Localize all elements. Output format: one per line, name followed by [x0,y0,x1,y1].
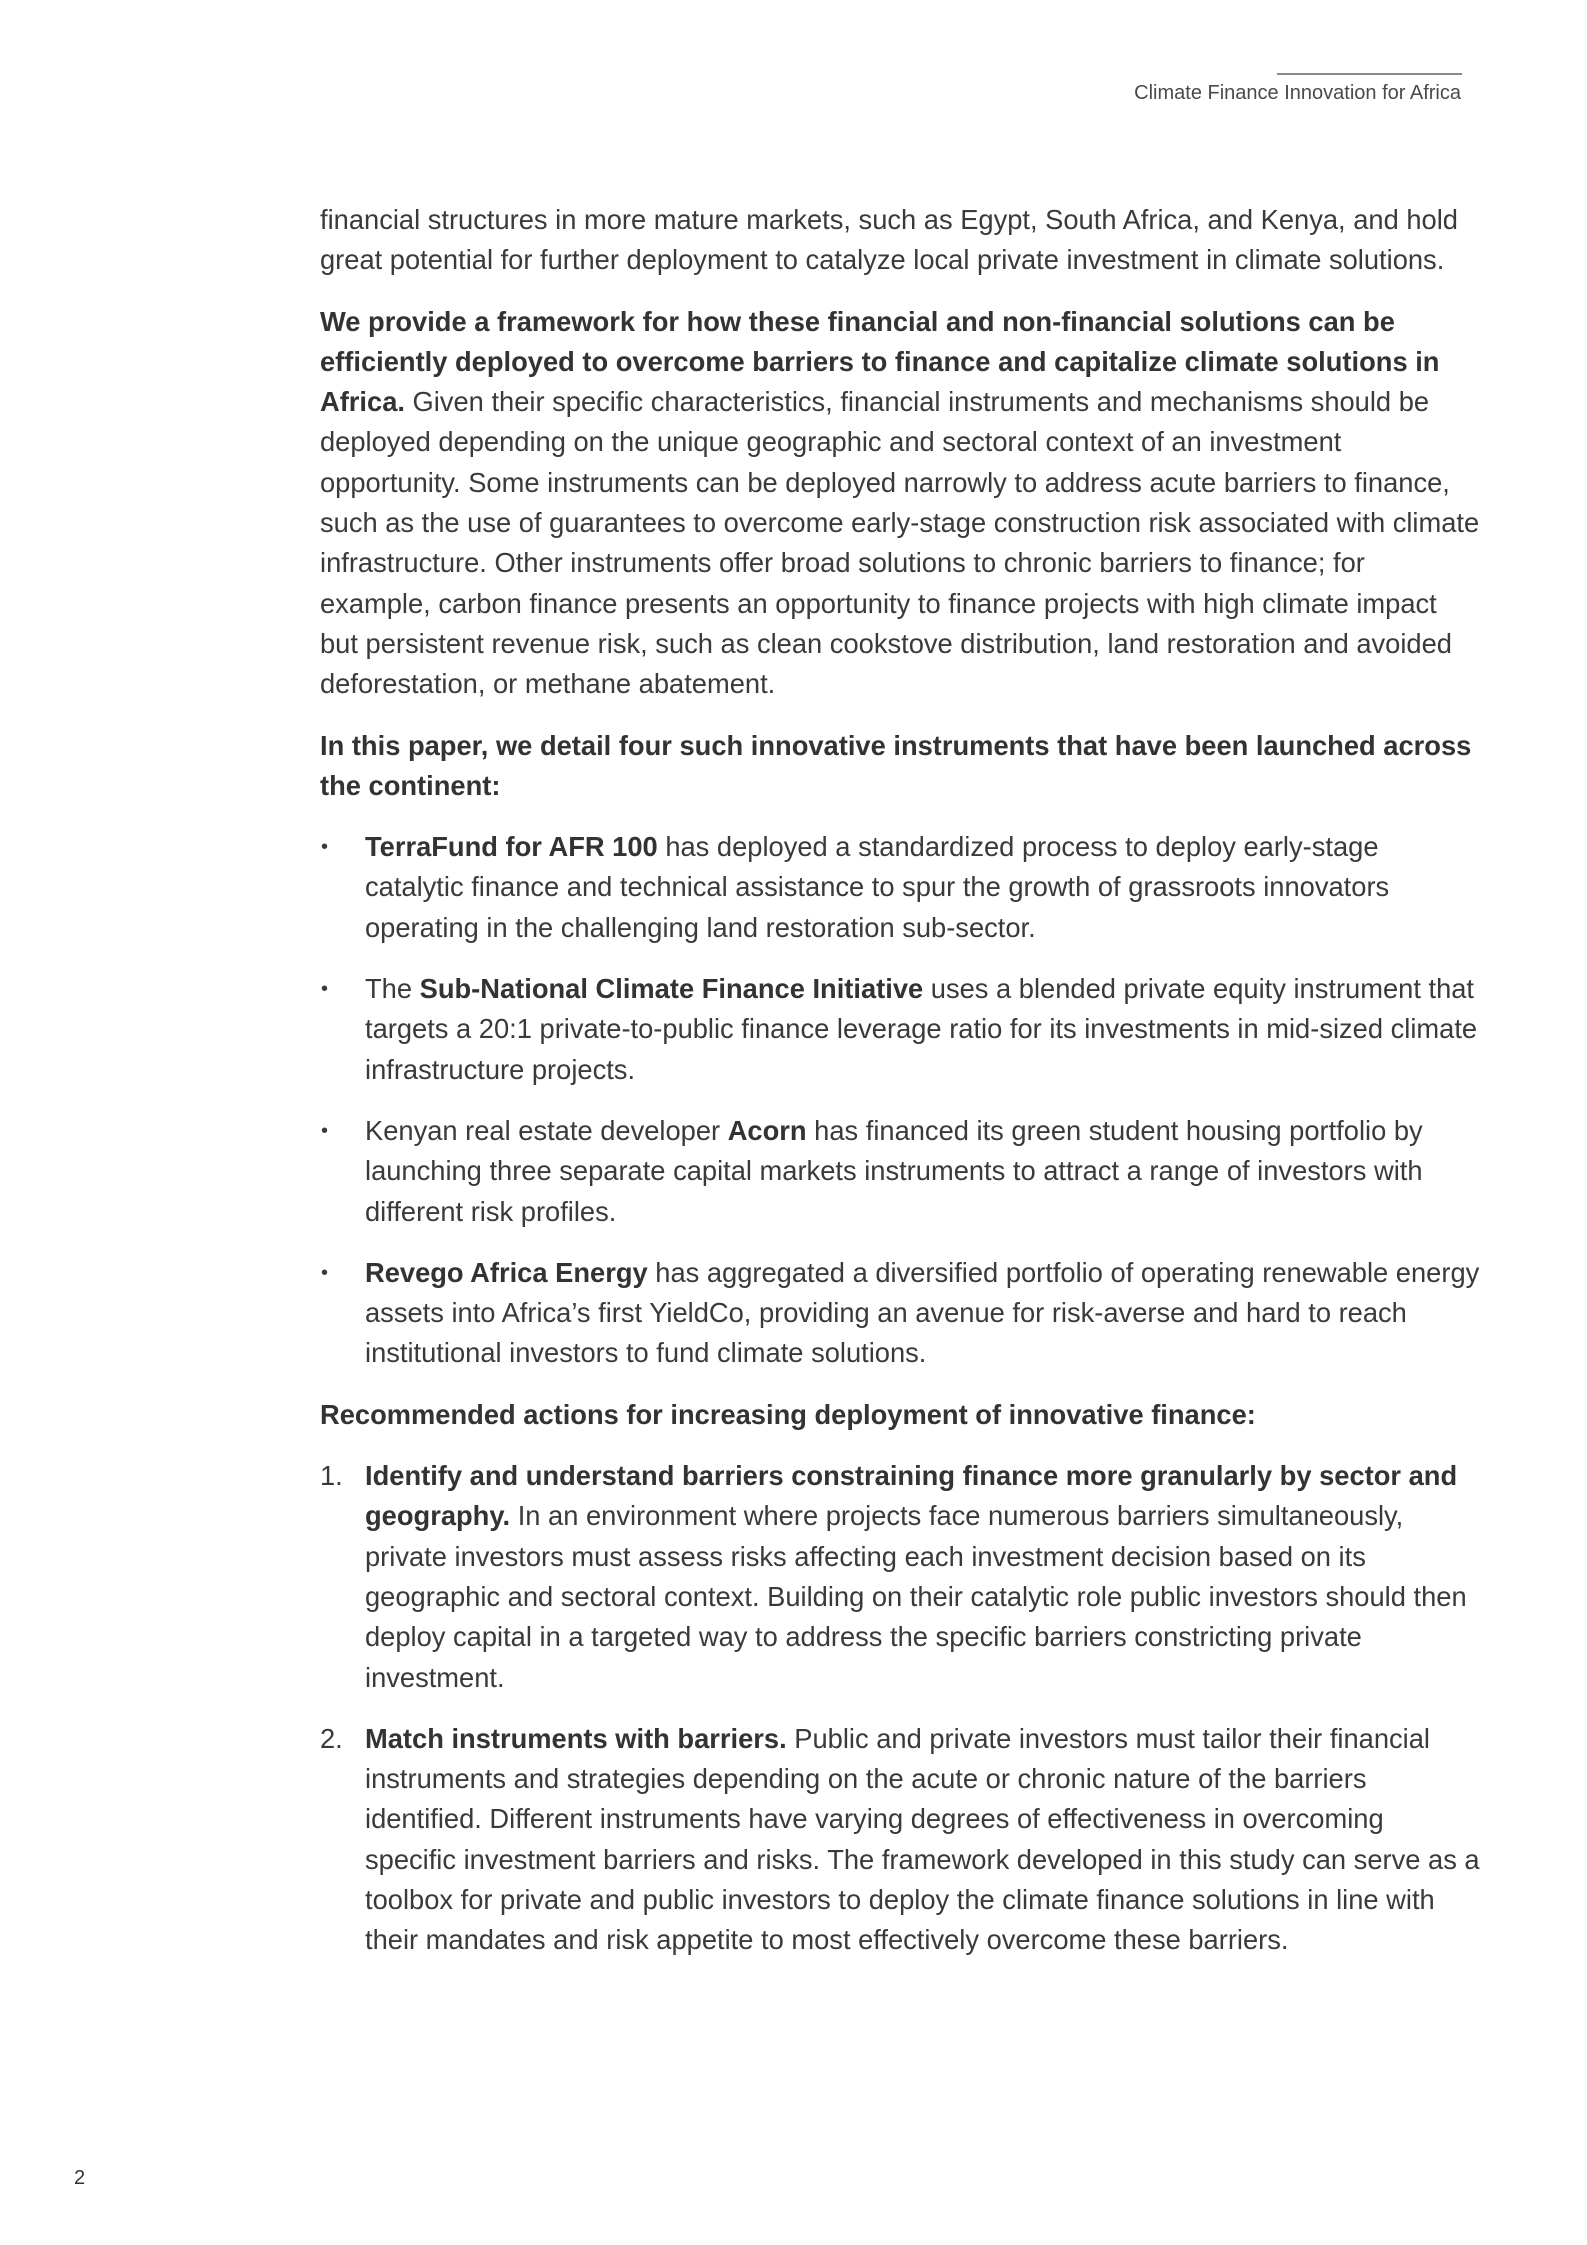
paragraph-intro-continuation: financial structures in more mature markets, such as Egypt, South Africa, and Kenya, and hold great potential for further deployment to catalyze local private investment in climate solutions. [320,204,1458,276]
recommendation-item-1 [320,1456,1480,1698]
bullet-bold: Revego Africa Energy [365,1256,648,1288]
bullet-post: has financed its green student housing portfolio by launching three separate capital markets instruments to attract a range of investors with different risk profiles. [365,1114,1423,1227]
paragraph-instruments-intro [320,726,1480,807]
recommendation-text: In an environment where projects face numerous barriers simultaneously, private investors must assess risks affecting each investment decision based on its geographic and sectoral context. Building on their catalytic role public investors should then deploy capital in a targeted way to address the specific barriers constricting private investment. [365,1500,1467,1693]
bullet-item-sub-national [320,969,1480,1090]
recommendations-heading-text: Recommended actions for increasing deployment of innovative finance: [320,1398,1256,1430]
body-content [320,200,1480,1982]
bullet-pre: The [365,973,420,1005]
framework-body: Given their specific characteristics, financial instruments and mechanisms should be deployed depending on the unique geographic and sectoral context of an investment opportunity. Some instruments can be deployed narrowly to address acute barriers to finance, such as the use of guarantees to overcome early-stage construction risk associated with climate infrastructure. Other instruments offer broad solutions to chronic barriers to finance; for example, carbon finance presents an opportunity to finance projects with high climate impact but persistent revenue risk, such as clean cookstove distribution, land restoration and avoided deforestation, or methane abatement. [320,386,1480,700]
bullet-item-acorn [320,1111,1480,1232]
number-marker: 1. [320,1460,343,1492]
bullet-marker: • [321,1261,329,1284]
bullet-marker: • [321,978,329,1001]
instruments-intro-text: In this paper, we detail four such innovative instruments that have been launched across the continent: [320,729,1472,801]
paragraph-framework [320,302,1480,705]
recommendations-heading [320,1395,1480,1435]
number-marker: 2. [320,1722,343,1754]
recommendation-bold: Match instruments with barriers. [365,1722,787,1754]
bullet-post: has aggregated a diversified portfolio of operating renewable energy assets into Africa’s first YieldCo, providing an avenue for risk-averse and hard to reach institutional investors to fund climate solutions. [365,1256,1480,1369]
recommendation-bold: Identify and understand barriers constraining finance more granularly by sector and geography. [365,1460,1458,1532]
bullet-item-revego [320,1253,1480,1374]
recommendation-text: Public and private investors must tailor their financial instruments and strategies depending on the acute or chronic nature of the barriers identified. Different instruments have varying degrees of effectiveness in overcoming specific investment barriers and risks. The framework developed in this study can serve as a toolbox for private and public investors to deploy the climate finance solutions in line with their mandates and risk appetite to most effectively overcome these barriers. [365,1722,1480,1956]
instrument-bullet-list [320,827,1480,1374]
page-number: 2 [74,2167,86,2189]
bullet-item-terrafund [320,827,1480,948]
bullet-bold: Acorn [727,1114,807,1146]
bullet-bold: TerraFund for AFR 100 [365,831,658,863]
bullet-marker: • [321,1119,329,1142]
bullet-marker: • [321,836,329,859]
bullet-pre: Kenyan real estate developer [365,1114,728,1146]
header-rule [1277,73,1462,75]
bullet-post: has deployed a standardized process to deploy early-stage catalytic finance and technical assistance to spur the growth of grassroots innovators operating in the challenging land restoration sub-sector. [365,831,1390,943]
running-header-title: Climate Finance Innovation for Africa [1134,82,1461,104]
recommendations-list [320,1456,1480,1961]
bullet-bold: Sub-National Climate Finance Initiative [419,973,924,1005]
framework-lead-in: We provide a framework for how these financial and non-financial solutions can be efficiently deployed to overcome barriers to finance and capitalize climate solutions in Africa. [320,305,1440,418]
bullet-post: uses a blended private equity instrument that targets a 20:1 private-to-public finance leverage ratio for its investments in mid-sized climate infrastructure projects. [365,973,1478,1085]
recommendation-item-2 [320,1719,1480,1961]
